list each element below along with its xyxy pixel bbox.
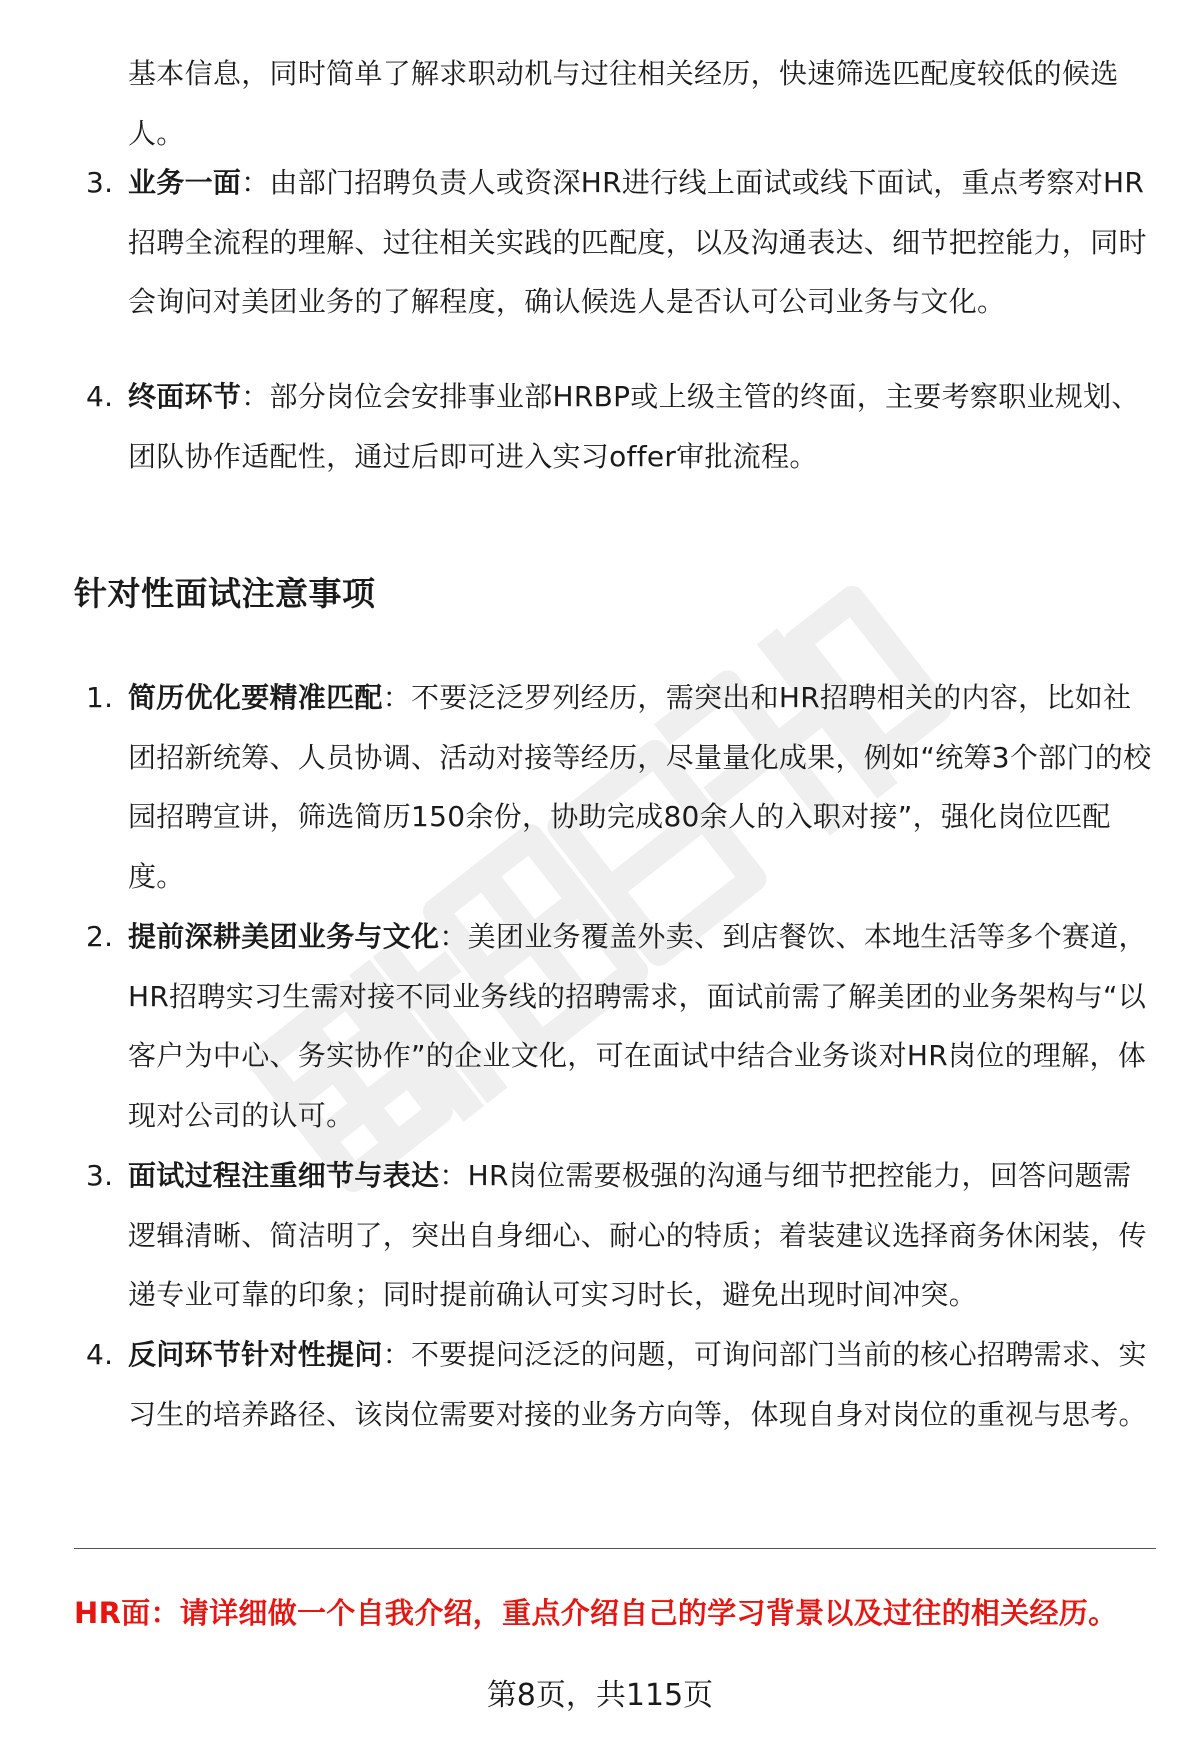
list-item-text: ：不要提问泛泛的问题，可询问部门当前的核心招聘需求、实习生的培养路径、该岗位需要对接的业务方向等，体现自身对岗位的重视与思考。 [128,1338,1147,1431]
tips-item-2 [80,907,1160,1145]
list-item-title: 反问环节针对性提问 [128,1338,383,1371]
list-number: 1. [86,681,114,714]
list-number: 2. [86,920,114,953]
list-item-text: ：部分岗位会安排事业部HRBP或上级主管的终面，主要考察职业规划、团队协作适配性，通过后即可进入实习offer审批流程。 [128,380,1140,473]
process-item-4 [80,367,1160,486]
list-item-title: 业务一面 [128,166,242,199]
list-item-body [128,1325,1158,1444]
list-number: 4. [86,380,114,413]
list-item-body [128,367,1158,486]
section-divider [74,1548,1156,1549]
intro-continuation-paragraph: 基本信息，同时简单了解求职动机与过往相关经历，快速筛选匹配度较低的候选人。 [128,57,1119,150]
section-heading: 针对性面试注意事项 [74,574,376,613]
list-item-text: ：HR岗位需要极强的沟通与细节把控能力，回答问题需逻辑清晰、简洁明了，突出自身细心、耐心的特质；着装建议选择商务休闲装，传递专业可靠的印象；同时提前确认可实习时长，避免出现时间冲突。 [128,1159,1147,1311]
tips-item-3 [80,1146,1160,1325]
list-item-title: 终面环节 [128,380,242,413]
list-number: 4. [86,1338,114,1371]
list-item-text: ：美团业务覆盖外卖、到店餐饮、本地生活等多个赛道，HR招聘实习生需对接不同业务线的招聘需求，面试前需了解美团的业务架构与“以客户为中心、务实协作”的企业文化，可在面试中结合业务谈对HR岗位的理解，体现对公司的认可。 [128,920,1147,1132]
list-item-title: 简历优化要精准匹配 [128,681,383,714]
list-item-body [128,1146,1158,1325]
tips-item-1 [80,668,1160,906]
list-number: 3. [86,166,114,199]
list-number: 3. [86,1159,114,1192]
hr-interview-question: HR面：请详细做一个自我介绍，重点介绍自己的学习背景以及过往的相关经历。 [74,1596,1118,1630]
list-item-title: 提前深耕美团业务与文化 [128,920,440,953]
list-item-text: ：不要泛泛罗列经历，需突出和HR招聘相关的内容，比如社团招新统筹、人员协调、活动对接等经历，尽量量化成果，例如“统筹3个部门的校园招聘宣讲，筛选简历150余份，协助完成80余人的入职对接”，强化岗位匹配度。 [128,681,1152,893]
list-item-body [128,153,1158,332]
process-item-3 [80,153,1160,332]
tips-item-4 [80,1325,1160,1444]
list-item-title: 面试过程注重细节与表达 [128,1159,440,1192]
list-item-body [128,668,1158,906]
list-item-text: ：由部门招聘负责人或资深HR进行线上面试或线下面试，重点考察对HR招聘全流程的理解、过往相关实践的匹配度，以及沟通表达、细节把控能力，同时会询问对美团业务的了解程度，确认候选人是否认可公司业务与文化。 [128,166,1147,318]
page-number: 第8页，共115页 [486,1678,714,1713]
list-item-body [128,907,1158,1145]
